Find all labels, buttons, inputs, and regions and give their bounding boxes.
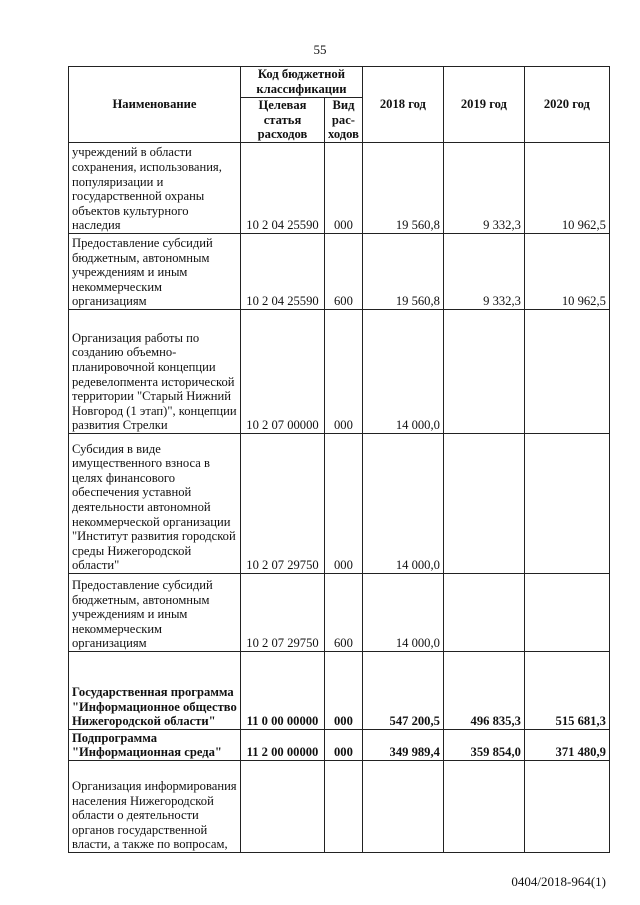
row-vid: 600 [325, 574, 363, 652]
table-row [69, 310, 610, 434]
row-name: учреждений в области сохранения, использования, популяризации и государственной охраны объектов культурного наследия [69, 143, 241, 234]
table-row [69, 761, 610, 853]
table-row [69, 234, 610, 310]
row-2018: 19 560,8 [362, 234, 443, 310]
row-code: 10 2 07 29750 [241, 574, 325, 652]
row-vid: 600 [325, 234, 363, 310]
row-2019: 9 332,3 [443, 234, 524, 310]
header-vid: Вид рас-ходов [325, 98, 363, 143]
row-2018: 19 560,8 [362, 143, 443, 234]
row-code: 10 2 04 25590 [241, 143, 325, 234]
row-2019 [443, 434, 524, 574]
row-2018: 349 989,4 [362, 730, 443, 761]
header-row [69, 67, 610, 98]
row-2020 [524, 574, 609, 652]
header-2020: 2020 год [524, 67, 609, 143]
row-name: Государственная программа "Информационное общество Нижегородской области" [69, 652, 241, 730]
row-code: 10 2 04 25590 [241, 234, 325, 310]
header-2018: 2018 год [362, 67, 443, 143]
row-2020: 515 681,3 [524, 652, 609, 730]
row-vid [325, 761, 363, 853]
row-2020: 10 962,5 [524, 234, 609, 310]
row-code: 10 2 07 29750 [241, 434, 325, 574]
row-2019: 359 854,0 [443, 730, 524, 761]
row-name: Предоставление субсидий бюджетным, автономным учреждениям и иным некоммерческим организациям [69, 234, 241, 310]
row-vid: 000 [325, 730, 363, 761]
row-2018: 14 000,0 [362, 574, 443, 652]
row-2020: 371 480,9 [524, 730, 609, 761]
row-2019: 9 332,3 [443, 143, 524, 234]
table-row [69, 574, 610, 652]
header-name: Наименование [69, 67, 241, 143]
budget-table [68, 66, 610, 853]
row-2018: 547 200,5 [362, 652, 443, 730]
document-code: 0404/2018-964(1) [511, 874, 606, 889]
row-2018: 14 000,0 [362, 310, 443, 434]
table-row [69, 652, 610, 730]
row-vid: 000 [325, 310, 363, 434]
page-number: 55 [313, 42, 327, 57]
table-row [69, 143, 610, 234]
row-name: Организация информирования населения Нижегородской области о деятельности органов государственной власти, а также по вопросам, [69, 761, 241, 853]
table-row [69, 434, 610, 574]
header-target: Целевая статья расходов [241, 98, 325, 143]
row-2020: 10 962,5 [524, 143, 609, 234]
row-2018: 14 000,0 [362, 434, 443, 574]
row-2020 [524, 310, 609, 434]
row-name: Субсидия в виде имущественного взноса в целях финансового обеспечения уставной деятельности автономной некоммерческой организации "Институт развития городской среды Нижегородской области" [69, 434, 241, 574]
row-2018 [362, 761, 443, 853]
row-vid: 000 [325, 434, 363, 574]
row-name: Предоставление субсидий бюджетным, автономным учреждениям и иным некоммерческим организациям [69, 574, 241, 652]
row-2019 [443, 310, 524, 434]
row-code [241, 761, 325, 853]
row-code: 11 2 00 00000 [241, 730, 325, 761]
row-2019 [443, 761, 524, 853]
header-2019: 2019 год [443, 67, 524, 143]
row-name: Подпрограмма "Информационная среда" [69, 730, 241, 761]
header-code-group: Код бюджетной классификации [241, 67, 363, 98]
row-2020 [524, 761, 609, 853]
row-code: 10 2 07 00000 [241, 310, 325, 434]
row-vid: 000 [325, 652, 363, 730]
row-code: 11 0 00 00000 [241, 652, 325, 730]
row-name: Организация работы по созданию объемно-планировочной концепции редевелопмента исторической территории "Старый Нижний Новгород (1 этап)", концепции развития Стрелки [69, 310, 241, 434]
row-2019 [443, 574, 524, 652]
row-vid: 000 [325, 143, 363, 234]
row-2020 [524, 434, 609, 574]
row-2019: 496 835,3 [443, 652, 524, 730]
table-row [69, 730, 610, 761]
